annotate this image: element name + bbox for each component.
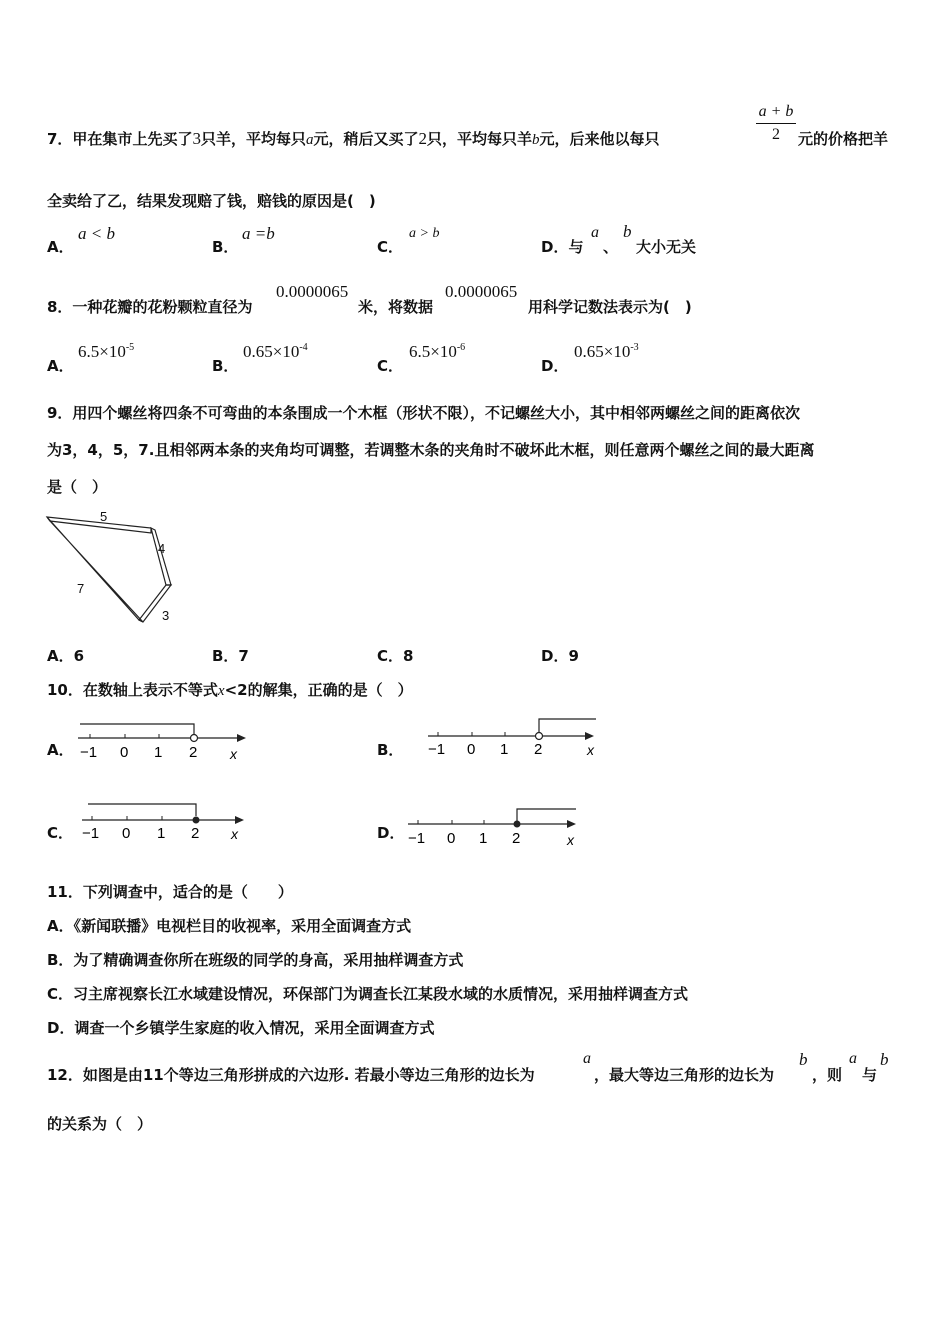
q7-option-a — [47, 236, 74, 257]
axis-var-label: x — [567, 832, 574, 848]
q9-line2: 为3，4，5，7.且相邻两本条的夹角均可调整，若调整木条的夹角时不破坏此木框，则任意两个螺丝之间的最大距离 — [47, 441, 815, 459]
option-label: A． — [47, 238, 74, 256]
q7-text: 7．甲在集市上先买了 — [47, 130, 193, 148]
q9-option-b: B．7 — [212, 647, 249, 665]
tick-label: −1 — [428, 741, 446, 758]
fraction-bar — [756, 123, 796, 124]
q10-option-d-number-line — [404, 802, 584, 852]
tick-label: 1 — [500, 741, 509, 758]
tick-label: −1 — [80, 744, 98, 761]
q10-inequality: <2 — [224, 681, 248, 699]
q7-option-b: B． — [212, 238, 239, 256]
math-exponent: -3 — [630, 342, 639, 353]
axis-arrow — [567, 820, 576, 828]
axis-arrow — [237, 734, 246, 742]
q7-line2: 全卖给了乙，结果发现赔了钱，赔钱的原因是( ) — [47, 192, 376, 210]
q11-stem: 11．下列调查中，适合的是（ ） — [47, 883, 293, 901]
q11-option-c: C．习主席视察长江水域建设情况，环保部门为调查长江某段水域的水质情况，采用抽样调查方式 — [47, 985, 689, 1003]
q7-option-d-tail: 大小无关 — [636, 238, 697, 256]
q8-option-c: C． — [377, 357, 404, 375]
q8-number-2: 0.0000065 — [445, 282, 518, 301]
q7-line1-end: 元的价格把羊 — [798, 130, 889, 148]
q10-option-a-number-line — [74, 715, 249, 765]
q8-option-a-math — [78, 342, 134, 362]
q7-var-b: b — [532, 132, 540, 148]
q7-option-c: C． — [377, 238, 404, 256]
tick-label: 1 — [157, 825, 166, 842]
q7-num: 2 — [418, 129, 427, 148]
q7-text: 元，稍后又买了 — [313, 130, 419, 148]
q9-option-c: C．8 — [377, 647, 414, 665]
q7-fraction — [756, 103, 796, 144]
q7-option-d-b: b — [623, 222, 632, 241]
q8-option-d-math — [574, 342, 639, 362]
math-base: 6.5×10 — [409, 342, 457, 361]
fraction-numerator: a + b — [758, 103, 794, 120]
q7-line1 — [47, 128, 660, 149]
math-base: 0.65×10 — [574, 342, 631, 361]
tick-label: 0 — [120, 744, 129, 761]
q9-option-d: D．9 — [541, 647, 579, 665]
q12-var-a: a — [583, 1050, 591, 1067]
q7-option-d-a: a — [591, 224, 599, 241]
tick-label: −1 — [408, 830, 426, 847]
q10-stem — [47, 679, 413, 700]
q12-var-a-2: a — [849, 1050, 857, 1067]
tick-label: 2 — [191, 825, 200, 842]
axis-arrow — [585, 732, 594, 740]
figure-label-4: 4 — [158, 541, 166, 556]
axis-var-label: x — [230, 746, 237, 762]
q7-text: 只，平均每只羊 — [426, 130, 532, 148]
tick-label: 0 — [122, 825, 131, 842]
q8-option-b-math — [243, 342, 308, 362]
figure-label-3: 3 — [162, 608, 170, 623]
q7-option-d-sep: 、 — [603, 238, 619, 256]
frame-bar-left — [47, 517, 143, 622]
math-exponent: -6 — [456, 342, 466, 353]
math-base: 6.5×10 — [78, 342, 126, 361]
q11-option-b: B．为了精确调查你所在班级的同学的身高，采用抽样调查方式 — [47, 951, 464, 969]
q7-text: 只羊，平均每只 — [200, 130, 306, 148]
q12-text-2: ，最大等边三角形的边长为 — [594, 1066, 775, 1084]
q8-option-b: B． — [212, 357, 239, 375]
open-endpoint — [191, 735, 198, 742]
q12-text-3: ，则 — [812, 1066, 843, 1084]
axis-arrow — [235, 816, 244, 824]
q12-var-b-2: b — [880, 1050, 889, 1069]
q8-option-a: A． — [47, 357, 74, 375]
q10-var-x: x — [217, 683, 225, 699]
q10-option-b-label: B． — [377, 741, 404, 759]
tick-label: 2 — [512, 830, 521, 847]
math-exponent: -4 — [299, 342, 308, 353]
q9-option-a: A．6 — [47, 647, 85, 665]
math-exponent: -5 — [125, 342, 135, 353]
closed-endpoint — [193, 817, 200, 824]
q7-text: 元，后来他以每只 — [539, 130, 660, 148]
q12-text-4: 与 — [862, 1066, 878, 1084]
closed-endpoint — [514, 821, 521, 828]
q10-option-c-label: C． — [47, 824, 74, 842]
q9-line3: 是（ ） — [47, 478, 108, 496]
figure-label-5: 5 — [100, 509, 108, 524]
q8-text-3: 用科学记数法表示为( ) — [528, 298, 692, 316]
q7-option-c-math: a > b — [409, 226, 440, 241]
open-endpoint — [536, 733, 543, 740]
q11-option-a: A．《新闻联播》电视栏目的收视率，采用全面调查方式 — [47, 917, 412, 935]
frame-bar-top — [47, 517, 151, 533]
tick-label: 1 — [479, 830, 488, 847]
q8-option-c-math — [409, 342, 465, 362]
q7-option-d: D．与 — [541, 238, 584, 256]
q10-option-b-number-line — [424, 712, 604, 762]
q7-option-a-math: a < b — [78, 224, 115, 243]
q10-option-c-number-line — [78, 796, 253, 846]
solution-ray — [517, 809, 576, 822]
q9-wooden-frame-figure — [40, 505, 190, 630]
q9-line1: 9．用四个螺丝将四条不可弯曲的本条围成一个木框（形状不限），不记螺丝大小，其中相邻两螺丝之间的距离依次 — [47, 404, 800, 422]
q10-option-d-label: D． — [377, 824, 405, 842]
axis-var-label: x — [587, 742, 594, 758]
tick-label: 1 — [154, 744, 163, 761]
solution-ray — [539, 719, 596, 734]
frame-bar-right — [151, 528, 171, 585]
q10-text: 10．在数轴上表示不等式 — [47, 681, 218, 699]
q8-number-1: 0.0000065 — [276, 282, 349, 301]
q8-option-d: D． — [541, 357, 569, 375]
tick-label: −1 — [82, 825, 100, 842]
q10-option-a-label: A． — [47, 741, 74, 759]
solution-ray — [88, 804, 196, 816]
q12-var-b: b — [799, 1050, 808, 1069]
tick-label: 2 — [189, 744, 198, 761]
q12-line2: 的关系为（ ） — [47, 1115, 153, 1133]
solution-ray — [80, 724, 194, 735]
tick-label: 0 — [467, 741, 476, 758]
axis-var-label: x — [231, 826, 238, 842]
q8-text-1: 8．一种花瓣的花粉颗粒直径为 — [47, 298, 253, 316]
q11-option-d: D．调查一个乡镇学生家庭的收入情况，采用全面调查方式 — [47, 1019, 435, 1037]
q7-option-b-math: a =b — [242, 224, 275, 243]
tick-label: 2 — [534, 741, 543, 758]
q12-text-1: 12．如图是由11个等边三角形拼成的六边形. 若最小等边三角形的边长为 — [47, 1066, 535, 1084]
math-base: 0.65×10 — [243, 342, 300, 361]
q8-text-2: 米，将数据 — [358, 298, 434, 316]
fraction-denominator: 2 — [772, 126, 780, 143]
q10-text: 的解集，正确的是（ ） — [247, 681, 413, 699]
q7-num: 3 — [192, 129, 201, 148]
figure-label-7: 7 — [77, 581, 85, 596]
q7-var-a: a — [305, 132, 314, 148]
tick-label: 0 — [447, 830, 456, 847]
